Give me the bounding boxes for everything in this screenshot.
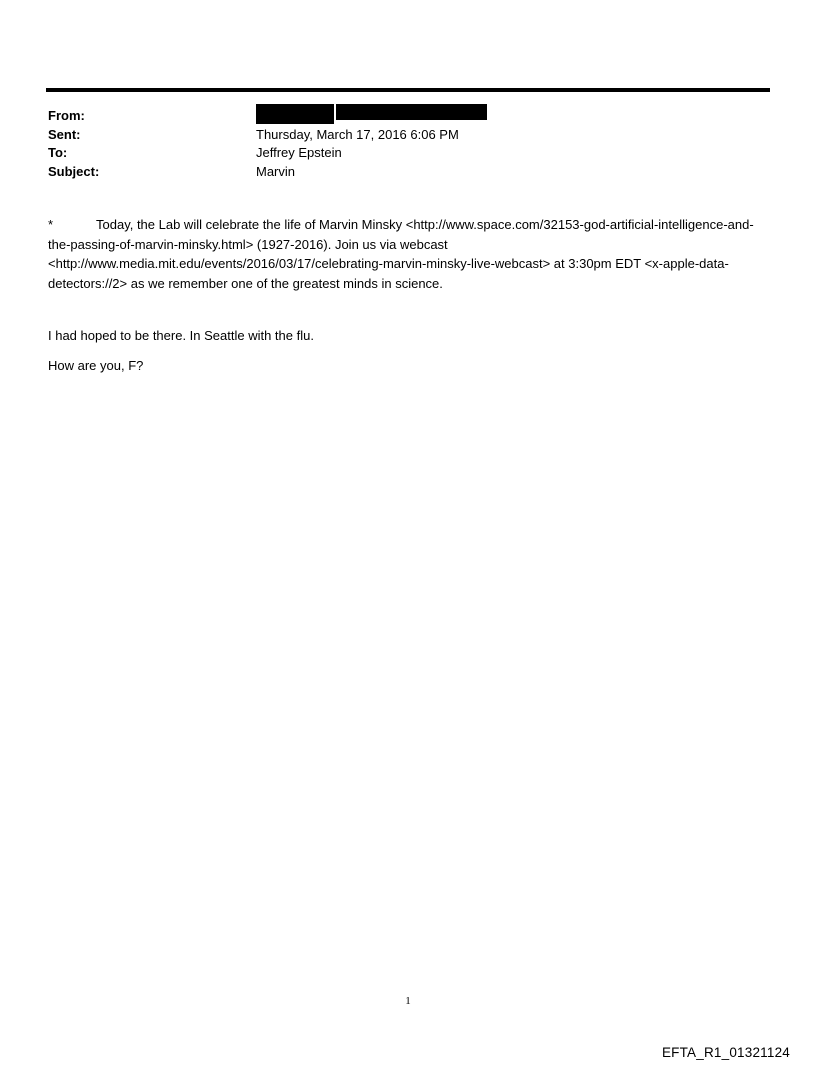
body-paragraph: I had hoped to be there. In Seattle with the flu. [48,328,314,343]
body-paragraph: How are you, F? [48,357,144,373]
sent-label: Sent: [48,126,81,142]
sent-value: Thursday, March 17, 2016 6:06 PM [256,126,459,142]
redaction-box [256,104,334,124]
bullet-paragraph [48,215,768,293]
subject-row [48,163,768,182]
from-row [48,107,768,126]
to-row [48,144,768,163]
subject-label: Subject: [48,163,100,179]
from-label: From: [48,108,85,124]
email-body [48,215,768,375]
bullet-marker: * [48,217,54,232]
page-number: 1 [405,995,411,1007]
header-divider [46,88,770,92]
subject-value: Marvin [256,163,296,179]
to-value: Jeffrey Epstein [256,145,342,161]
sent-row [48,126,768,145]
to-label: To: [48,145,68,161]
from-value [256,107,768,125]
email-header [48,107,768,181]
redaction-box [336,104,487,120]
bates-number: EFTA_R1_01321124 [661,1045,790,1060]
bullet-text: Today, the Lab will celebrate the life of Marvin Minsky <http://www.space.com/32153-god-artificial-intelligence-and-the-passing-of-marvin-minsky.html> (1927-2016). Join us via webcast <http://www.media.mit.edu/events/2016/03/17/celebrating-marvin-minsky-live-webcast> at 3:30pm EDT <x-apple-data-detectors://2> as we remember one of the greatest minds in science. [48,217,754,291]
